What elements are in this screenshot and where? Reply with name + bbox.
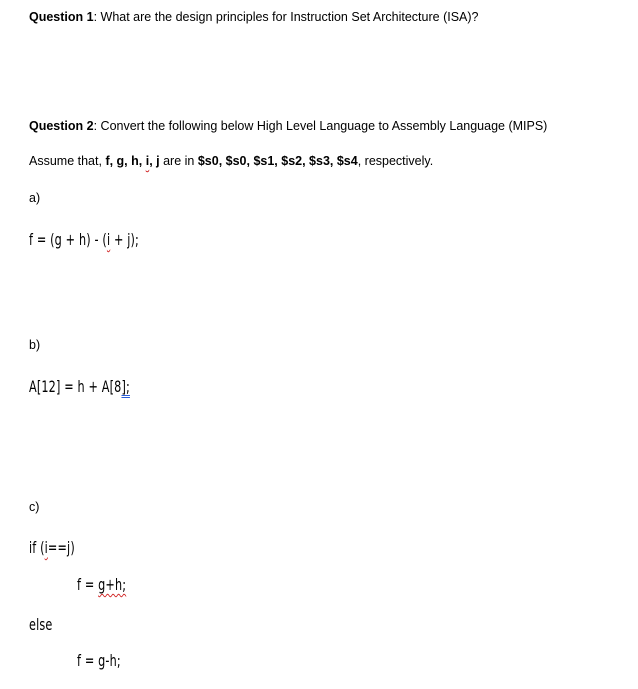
assumption-vars: f, g, h, <box>105 154 146 168</box>
assumption-mid: are in <box>159 154 198 168</box>
part-c-label: c) <box>29 500 40 514</box>
part-b-code <box>29 377 130 397</box>
question-1 <box>29 9 479 25</box>
part-a-code-i: i <box>106 230 111 249</box>
part-a-code <box>29 230 139 250</box>
part-a-label: a) <box>29 191 41 205</box>
assumption-var-i: i <box>145 154 150 168</box>
question-2-label: Question 2 <box>29 119 94 133</box>
question-1-label: Question 1 <box>29 10 94 24</box>
question-1-text: : What are the design principles for Instruction Set Architecture (ISA)? <box>93 10 479 24</box>
part-b-label: b) <box>29 338 41 352</box>
part-c-if-pre: if ( <box>29 538 45 557</box>
assumption-var-j: , j <box>149 154 160 168</box>
assumption-registers: $s0, $s0, $s1, $s2, $s3, $s4 <box>197 154 358 168</box>
part-c-if <box>29 538 75 558</box>
assumption-line <box>29 153 433 169</box>
part-a-code-post: + j); <box>110 230 139 249</box>
assumption-end: , respectively. <box>357 154 434 168</box>
part-c-else: else <box>29 615 53 634</box>
assumption-intro: Assume that, <box>29 154 106 168</box>
part-c-if-post: ==j) <box>47 538 75 557</box>
part-c-then-mark: g+h; <box>98 575 127 594</box>
part-c-then <box>77 575 126 595</box>
part-c-if-i: i <box>44 538 48 557</box>
part-b-code-pre: A[12] = h + A[8 <box>29 377 122 396</box>
part-c-else-stmt: f = g-h; <box>77 651 121 670</box>
question-2-text: : Convert the following below High Level Language to Assembly Language (MIPS) <box>93 119 548 133</box>
part-c-then-pre: f = <box>77 575 99 594</box>
part-a-code-pre: f = (g + h) - ( <box>29 230 107 249</box>
question-2 <box>29 118 547 134</box>
part-b-code-mark: ]; <box>121 377 130 396</box>
